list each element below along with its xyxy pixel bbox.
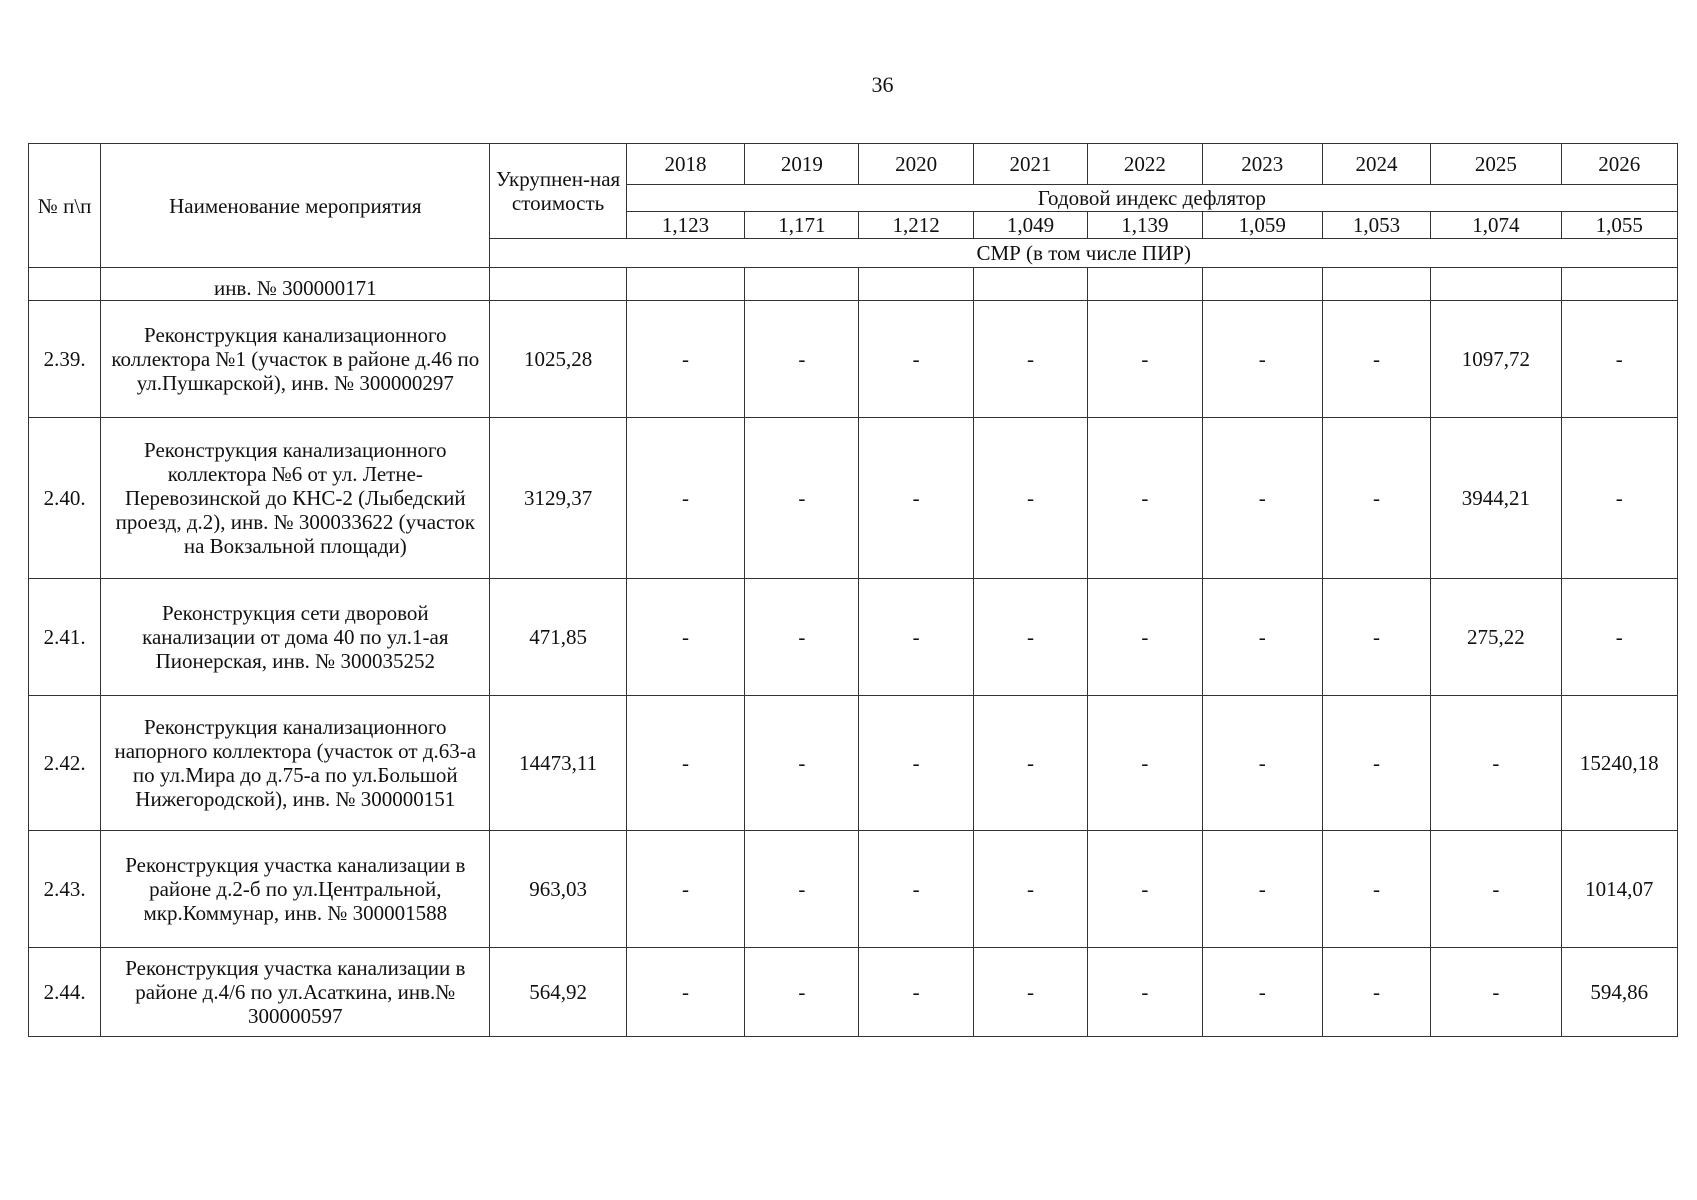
cell-value: -: [745, 696, 859, 831]
cell-value: -: [1322, 831, 1430, 948]
cell-value: -: [1322, 696, 1430, 831]
cell-value: -: [859, 301, 973, 418]
deflator-value: 1,055: [1561, 212, 1677, 239]
cell-value: -: [859, 418, 973, 579]
cell-value: 1014,07: [1561, 831, 1677, 948]
cell-cost: 1025,28: [490, 301, 626, 418]
deflator-value: 1,059: [1202, 212, 1322, 239]
page-number: 36: [871, 72, 894, 97]
header-year: 2019: [745, 144, 859, 185]
deflator-value: 1,053: [1322, 212, 1430, 239]
header-year: 2025: [1431, 144, 1561, 185]
cell-value: [859, 268, 973, 301]
cell-value: -: [1561, 301, 1677, 418]
table-row-continuation: [29, 268, 1678, 301]
cell-name: инв. № 300000171: [101, 268, 490, 301]
cell-value: -: [1202, 831, 1322, 948]
cell-value: -: [1322, 579, 1430, 696]
cell-num: 2.39.: [29, 301, 101, 418]
deflator-value: 1,049: [973, 212, 1087, 239]
cell-value: -: [973, 696, 1087, 831]
cell-value: [1431, 268, 1561, 301]
cell-cost: 564,92: [490, 948, 626, 1037]
table-row: [29, 948, 1678, 1037]
cell-num: [29, 268, 101, 301]
cell-value: [1322, 268, 1430, 301]
header-cost: Укрупнен-ная стоимость: [490, 144, 626, 239]
cell-value: -: [1088, 948, 1202, 1037]
cell-num: 2.43.: [29, 831, 101, 948]
cell-value: 1097,72: [1431, 301, 1561, 418]
cell-value: -: [745, 301, 859, 418]
cell-value: [1561, 268, 1677, 301]
cell-value: -: [626, 831, 744, 948]
deflator-value: 1,123: [626, 212, 744, 239]
table-header: [29, 144, 1678, 268]
cell-cost: 471,85: [490, 579, 626, 696]
cell-value: -: [1088, 696, 1202, 831]
cell-value: [1088, 268, 1202, 301]
cell-value: -: [626, 418, 744, 579]
cell-value: -: [745, 418, 859, 579]
cell-value: -: [973, 579, 1087, 696]
cell-value: -: [1322, 418, 1430, 579]
cell-value: [1202, 268, 1322, 301]
cell-value: -: [626, 696, 744, 831]
cell-num: 2.42.: [29, 696, 101, 831]
cell-value: -: [859, 831, 973, 948]
cell-value: -: [859, 696, 973, 831]
cell-value: -: [1202, 696, 1322, 831]
cell-name: Реконструкция канализационного коллектора №1 (участок в районе д.46 по ул.Пушкарской), инв. № 300000297: [101, 301, 490, 418]
cell-value: -: [1431, 831, 1561, 948]
cell-value: -: [1322, 948, 1430, 1037]
cell-value: 275,22: [1431, 579, 1561, 696]
cell-value: -: [1202, 948, 1322, 1037]
cell-value: -: [1202, 579, 1322, 696]
cell-value: -: [1088, 831, 1202, 948]
cell-value: -: [859, 579, 973, 696]
cell-value: -: [1561, 579, 1677, 696]
cell-value: -: [745, 948, 859, 1037]
table-row: [29, 579, 1678, 696]
header-name: Наименование мероприятия: [101, 144, 490, 268]
cell-num: 2.44.: [29, 948, 101, 1037]
cell-value: -: [1322, 301, 1430, 418]
cell-value: -: [973, 418, 1087, 579]
header-year: 2020: [859, 144, 973, 185]
cell-value: -: [1431, 948, 1561, 1037]
deflator-value: 1,139: [1088, 212, 1202, 239]
cell-value: 3944,21: [1431, 418, 1561, 579]
cell-value: -: [973, 831, 1087, 948]
table-row: [29, 418, 1678, 579]
cell-value: -: [1431, 696, 1561, 831]
cell-value: -: [1561, 418, 1677, 579]
cell-value: -: [1088, 301, 1202, 418]
cell-value: -: [1202, 301, 1322, 418]
header-year: 2024: [1322, 144, 1430, 185]
cell-value: [973, 268, 1087, 301]
header-year: 2021: [973, 144, 1087, 185]
cell-value: [745, 268, 859, 301]
cell-value: -: [973, 301, 1087, 418]
cell-num: 2.40.: [29, 418, 101, 579]
header-year: 2026: [1561, 144, 1677, 185]
deflator-value: 1,212: [859, 212, 973, 239]
cell-name: Реконструкция канализационного напорного коллектора (участок от д.63-а по ул.Мира до д.75-а по ул.Большой Нижегородской), инв. № 300000151: [101, 696, 490, 831]
cell-cost: [490, 268, 626, 301]
smr-label: СМР (в том числе ПИР): [490, 239, 1678, 268]
cell-value: 15240,18: [1561, 696, 1677, 831]
header-year: 2018: [626, 144, 744, 185]
cell-value: -: [973, 948, 1087, 1037]
deflator-value: 1,074: [1431, 212, 1561, 239]
header-year: 2023: [1202, 144, 1322, 185]
cell-value: -: [626, 948, 744, 1037]
cell-value: -: [745, 831, 859, 948]
cell-name: Реконструкция канализационного коллектора №6 от ул. Летне-Перевозинской до КНС-2 (Лыбедский проезд, д.2), инв. № 300033622 (участок на Вокзальной площади): [101, 418, 490, 579]
cell-cost: 14473,11: [490, 696, 626, 831]
investment-table: [28, 143, 1678, 1037]
cell-name: Реконструкция участка канализации в районе д.4/6 по ул.Асаткина, инв.№ 300000597: [101, 948, 490, 1037]
deflator-value: 1,171: [745, 212, 859, 239]
cell-value: -: [626, 579, 744, 696]
cell-name: Реконструкция сети дворовой канализации от дома 40 по ул.1-ая Пионерская, инв. № 300035252: [101, 579, 490, 696]
cell-value: -: [745, 579, 859, 696]
header-num: № п\п: [29, 144, 101, 268]
cell-value: -: [626, 301, 744, 418]
cell-value: -: [1202, 418, 1322, 579]
cell-cost: 3129,37: [490, 418, 626, 579]
table-body: [29, 268, 1678, 1037]
cell-value: 594,86: [1561, 948, 1677, 1037]
cell-name: Реконструкция участка канализации в районе д.2-б по ул.Центральной, мкр.Коммунар, инв. № 300001588: [101, 831, 490, 948]
cell-value: -: [859, 948, 973, 1037]
cell-value: -: [1088, 579, 1202, 696]
cell-value: -: [1088, 418, 1202, 579]
cell-num: 2.41.: [29, 579, 101, 696]
deflator-label: Годовой индекс дефлятор: [626, 185, 1677, 212]
cell-cost: 963,03: [490, 831, 626, 948]
table-row: [29, 696, 1678, 831]
table-row: [29, 831, 1678, 948]
header-year: 2022: [1088, 144, 1202, 185]
table-row: [29, 301, 1678, 418]
cell-value: [626, 268, 744, 301]
